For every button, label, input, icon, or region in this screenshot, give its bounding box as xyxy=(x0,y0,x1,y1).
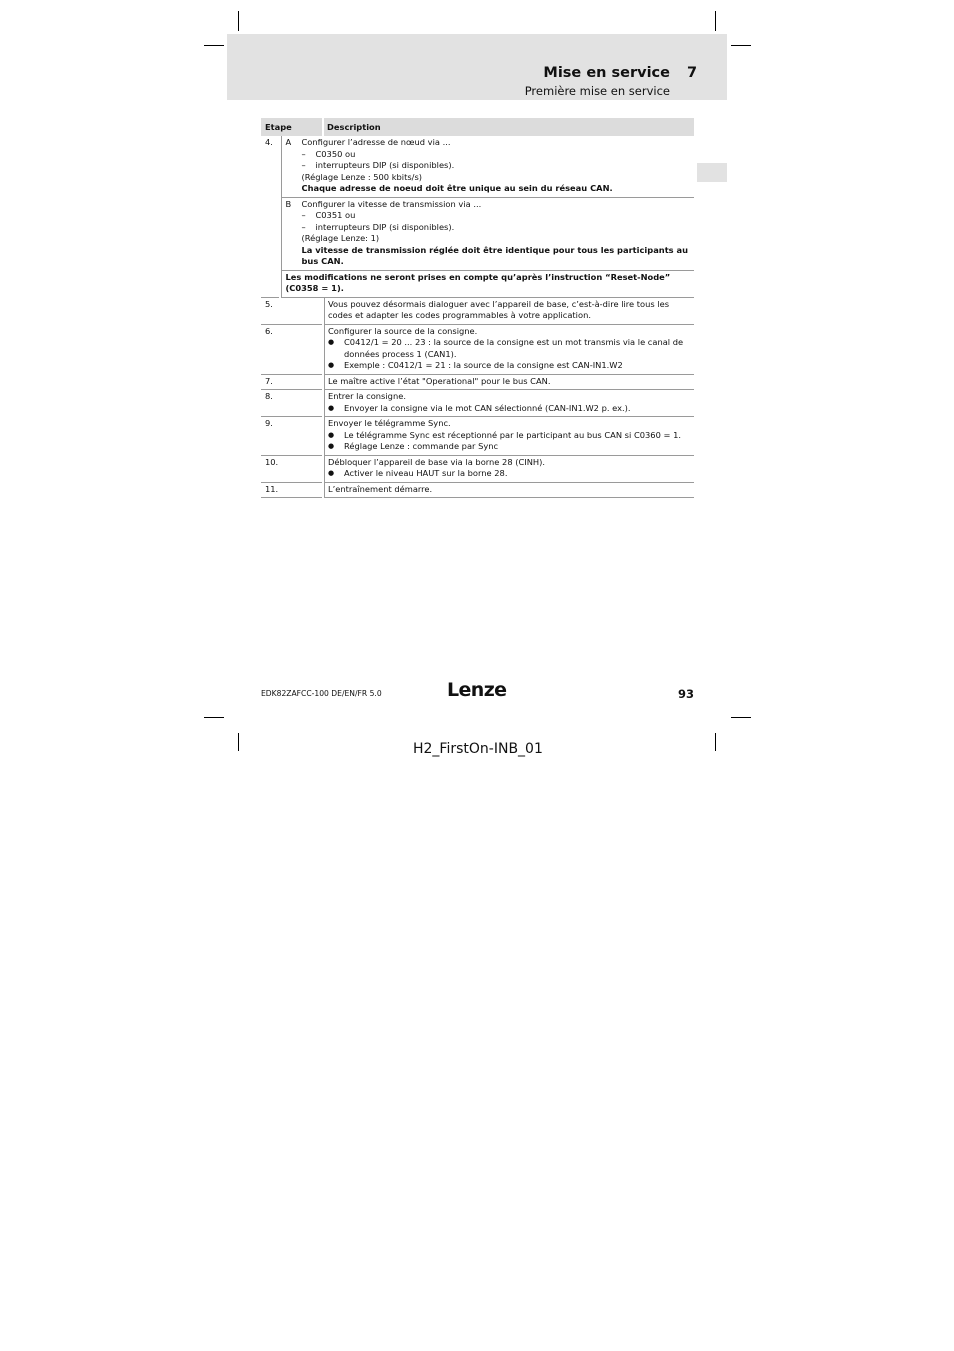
bullet-text: Envoyer la consigne via le mot CAN sélectionné (CAN-IN1.W2 p. ex.). xyxy=(344,402,631,413)
bullet-icon: ● xyxy=(328,430,335,439)
crop-mark xyxy=(204,717,224,718)
table-row xyxy=(261,417,694,456)
page-number: 93 xyxy=(678,687,695,701)
procedure-table xyxy=(261,118,694,498)
default-setting: (Réglage Lenze : 500 kbits/s) xyxy=(301,171,423,182)
document-id: H2_FirstOn-INB_01 xyxy=(413,741,543,757)
bullet-text: Le télégramme Sync est réceptionné par le participant au bus CAN si C0360 = 1. xyxy=(344,429,681,440)
crop-mark xyxy=(238,733,239,751)
description-line: Débloquer l’appareil de base via la borne 28 (CINH). xyxy=(328,456,546,467)
step-description xyxy=(325,483,694,499)
description-line: Vous pouvez désormais dialoguer avec l’appareil de base, c’est-à-dire lire tous les xyxy=(328,298,670,309)
description-line: Le maître active l’état "Operational" pour le bus CAN. xyxy=(328,375,551,386)
description-line: L’entraînement démarre. xyxy=(328,483,433,494)
bullet-text: C0412/1 = 20 ... 23 : la source de la consigne est un mot transmis via le canal de xyxy=(344,337,684,347)
description-line: Entrer la consigne. xyxy=(328,391,406,401)
bullet-text: Réglage Lenze : commande par Sync xyxy=(344,441,499,451)
description-line: Envoyer le télégramme Sync. xyxy=(328,418,451,428)
dash-marker: – xyxy=(301,160,306,170)
step-number: 8. xyxy=(261,390,322,417)
bullet-text: Activer le niveau HAUT sur la borne 28. xyxy=(344,468,508,478)
note-text: La vitesse de transmission réglée doit être identique pour tous les participants au xyxy=(301,244,688,255)
chapter-title: Mise en service xyxy=(543,65,670,81)
bullet-icon: ● xyxy=(328,403,335,412)
step-description xyxy=(325,417,694,456)
step-number: 10. xyxy=(261,456,322,483)
step-description xyxy=(325,390,694,417)
crop-mark xyxy=(731,717,751,718)
description-line: codes et adapter les codes programmables à votre application. xyxy=(328,310,591,320)
note-text: bus CAN. xyxy=(301,256,344,266)
bullet-icon: ● xyxy=(328,469,335,477)
document-code: EDK82ZAFCC-100 DE/EN/FR 5.0 xyxy=(261,689,382,698)
dash-marker: – xyxy=(301,148,306,159)
option-text: interrupteurs DIP (si disponibles). xyxy=(315,160,455,170)
step-number: 9. xyxy=(261,417,322,456)
bullet-icon: ● xyxy=(328,442,335,450)
chapter-side-tab xyxy=(697,163,727,182)
table-row xyxy=(261,375,694,391)
bullet-icon: ● xyxy=(328,338,335,346)
crop-mark xyxy=(731,45,751,46)
table-row xyxy=(261,298,694,325)
step-number: 4. xyxy=(261,136,279,298)
option-text: C0351 ou xyxy=(315,210,356,220)
table-row xyxy=(261,483,694,499)
step-number: 6. xyxy=(261,325,322,375)
substep-a xyxy=(282,136,694,198)
step-number: 11. xyxy=(261,483,322,499)
step-description xyxy=(325,375,694,391)
substep-title: Configurer l’adresse de nœud via ... xyxy=(301,137,451,147)
reset-note xyxy=(282,271,694,298)
dash-marker: – xyxy=(301,210,306,220)
table-row xyxy=(261,456,694,483)
crop-mark xyxy=(204,45,224,46)
crop-mark xyxy=(715,11,716,31)
substep-letter: A xyxy=(285,137,292,147)
column-header-description: Description xyxy=(324,118,694,136)
step-number: 5. xyxy=(261,298,322,325)
lenze-logo: Lenze xyxy=(447,679,507,701)
step-description xyxy=(325,456,694,483)
crop-mark xyxy=(238,11,239,31)
substep-b xyxy=(282,198,694,271)
column-header-step: Etape xyxy=(261,118,322,136)
default-setting: (Réglage Lenze: 1) xyxy=(301,233,380,243)
bullet-icon: ● xyxy=(328,361,335,369)
option-text: interrupteurs DIP (si disponibles). xyxy=(315,221,455,232)
table-row xyxy=(261,325,694,375)
table-header xyxy=(261,118,694,136)
substep-title: Configurer la vitesse de transmission via ... xyxy=(301,198,482,209)
reset-note-line: Les modifications ne seront prises en compte qu’après l’instruction “Reset-Node” xyxy=(285,271,671,282)
step-number: 7. xyxy=(261,375,322,391)
step-description xyxy=(325,298,694,325)
option-text: C0350 ou xyxy=(315,148,356,159)
note-text: Chaque adresse de noeud doit être unique au sein du réseau CAN. xyxy=(301,183,613,193)
table-row xyxy=(261,390,694,417)
step-description xyxy=(281,136,694,298)
bullet-text: données process 1 (CAN1). xyxy=(344,348,457,359)
step-description xyxy=(325,325,694,375)
substep-letter: B xyxy=(285,198,292,209)
crop-mark xyxy=(715,733,716,751)
bullet-text: Exemple : C0412/1 = 21 : la source de la consigne est CAN-IN1.W2 xyxy=(344,360,623,370)
chapter-subtitle: Première mise en service xyxy=(524,84,670,98)
dash-marker: – xyxy=(301,221,306,232)
chapter-number: 7 xyxy=(687,65,698,81)
table-row xyxy=(261,136,694,298)
reset-note-line: (C0358 = 1). xyxy=(285,283,344,293)
description-line: Configurer la source de la consigne. xyxy=(328,325,478,336)
